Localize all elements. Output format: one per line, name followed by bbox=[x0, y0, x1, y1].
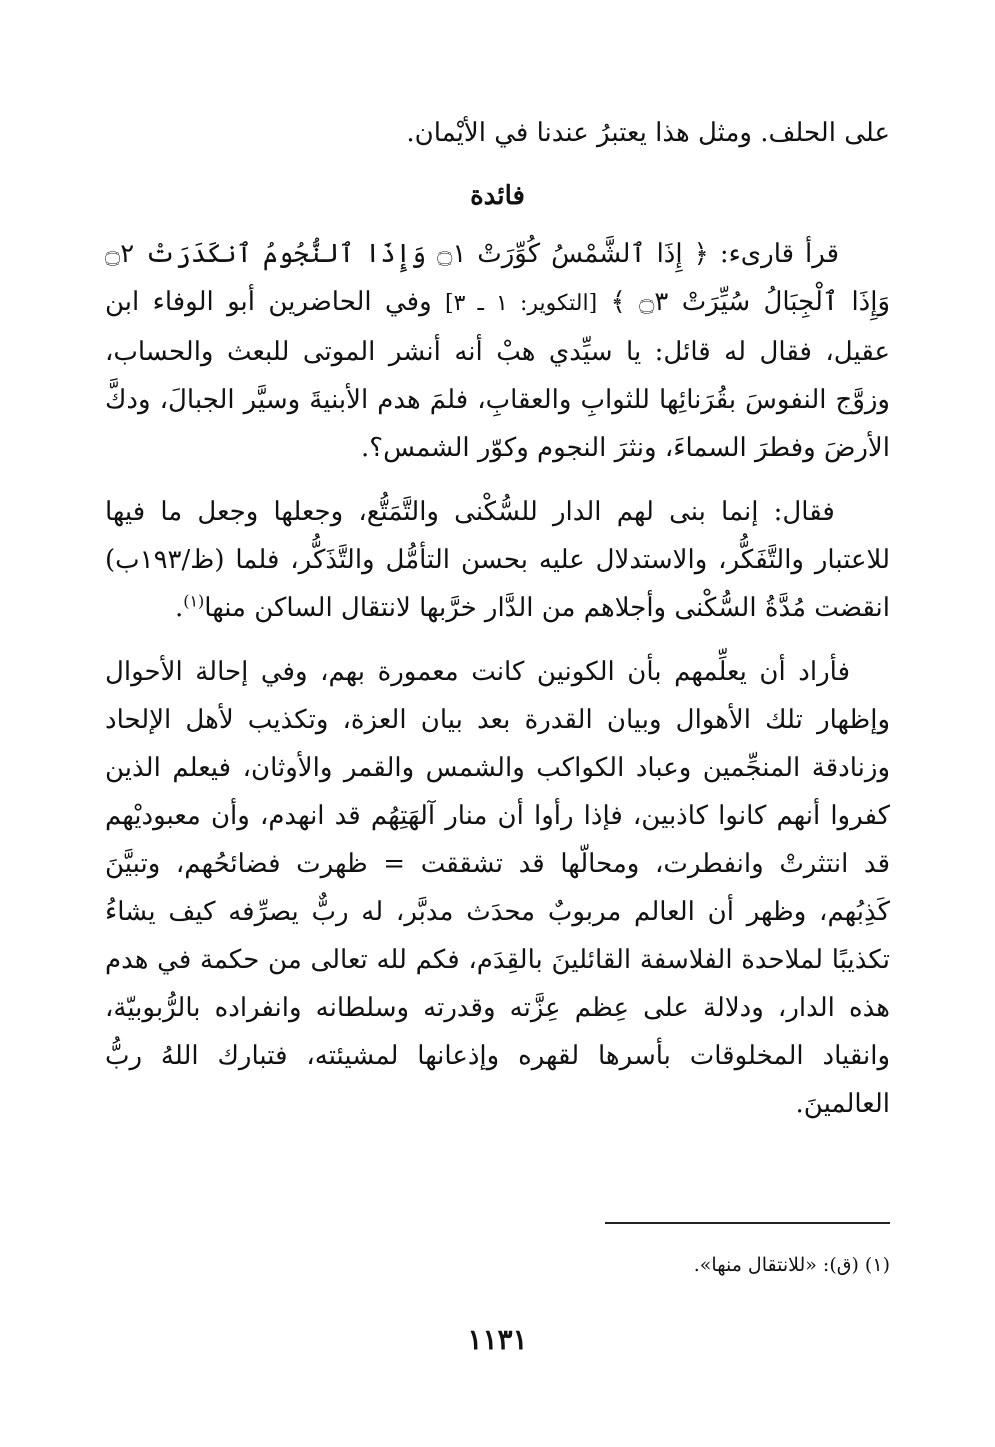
paragraph-2-text: فقال: إنما بنى لهم الدار للسُّكْنى والتَّمَتُّع، وجعلها وجعل ما فيها للاعتبار والتَّفَكُّر، والاستدلال عليه بحسن التأمُّل والتَّذَكُّر، فلما (ظ/١٩٣ب) انقضت مُدَّةُ السُّكْنى وأجلاهم من الدَّار خرَّبها لانتقال الساكن منها bbox=[105, 497, 890, 623]
quran-verse: ﴿ إِذَا ٱلشَّمْسُ كُوِّرَتْ ۝١ وَإِذَا ٱلنُّجُومُ ٱنكَدَرَتْ ۝٢ وَإِذَا ٱلْجِبَالُ سُيِّرَتْ ۝٣ ﴾ bbox=[105, 239, 891, 317]
section-heading: فائدة bbox=[470, 181, 525, 211]
page-number: ١١٣١ bbox=[467, 1323, 528, 1356]
paragraph-2-end: . bbox=[174, 593, 184, 623]
paragraph-3: فأراد أن يعلِّمهم بأن الكونين كانت معمورة بهم، وفي إحالة الأحوال وإظهار تلك الأهوال وبيان القدرة بعد بيان العزة، وتكذيب لأهل الإلحاد وزنادقة المنجِّمين وعباد الكواكب والشمس والقمر والأوثان، فيعلم الذين كفروا أنهم كانوا كاذبين، فإذا رأوا أن منار آلهَتِهُم قد انهدم، وأن معبوديْهم قد انتثرتْ وانفطرت، ومحالّها قد تشققت = ظهرت فضائحُهم، وتبيَّنَ كَذِبُهم، وظهر أن العالم مربوبٌ محدَث مدبَّر، له ربٌّ يصرِّفه كيف يشاءُ تكذيبًا لملاحدة الفلاسفة القائلينَ بالقِدَم، فكم لله تعالى من حكمة في هدم هذه الدار، ودلالة على عِظم عِزَّته وقدرته وسلطانه وانفراده بالرُّبوبيّة، وانقياد المخلوقات بأسرها لقهره وإذعانها لمشيئته، فتبارك اللهُ ربُّ العالمينَ. bbox=[105, 657, 890, 1119]
footnote: (١) (ق): «للانتقال منها». bbox=[693, 1254, 890, 1276]
verse-reference: [التكوير: ١ ـ ٣] bbox=[445, 291, 598, 316]
footnote-mark: (١) bbox=[183, 591, 205, 611]
paragraph-2 bbox=[105, 488, 890, 632]
paragraph-1-lead: قرأ قارىء: bbox=[719, 239, 840, 269]
paragraph-1 bbox=[105, 230, 890, 472]
footnote-divider bbox=[605, 1222, 890, 1224]
paragraph-1-text: وفي الحاضرين أبو الوفاء ابن عقيل، فقال له قائل: يا سيِّدي هبْ أنه أنشر الموتى للبعث والحساب، وزوَّج النفوسَ بقُرَنائِها للثوابِ والعقابِ، فلمَ هدم الأبنيةَ وسيَّر الجبالَ، ودكَّ الأرضَ وفطرَ السماءَ، ونثرَ النجوم وكوّر الشمس؟. bbox=[105, 287, 890, 463]
intro-line: على الحلف. ومثل هذا يعتبرُ عندنا في الأيْمان. bbox=[406, 118, 890, 148]
